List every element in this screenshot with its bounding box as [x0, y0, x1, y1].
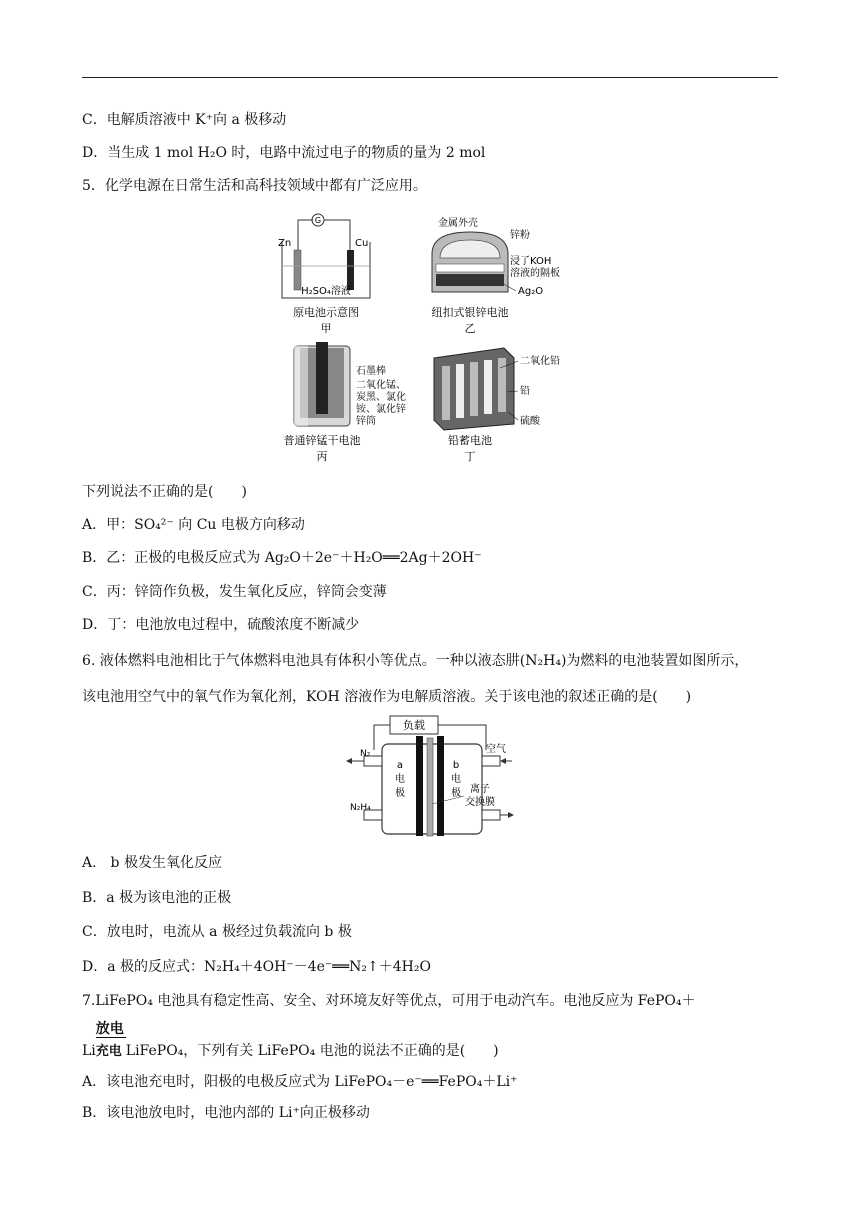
q5-figure	[270, 208, 590, 468]
mix-label-3: 铵、氯化锌	[356, 404, 406, 415]
dry-cell-diagram	[284, 342, 407, 463]
q6-option-c: C．放电时，电流从 a 极经过负载流向 b 极	[82, 924, 352, 940]
q5-option-d: D．丁：电池放电过程中，硫酸浓度不断减少	[82, 617, 360, 633]
membrane-label-1: 离子	[470, 784, 490, 795]
cu-label: Cu	[355, 238, 369, 249]
q7-stem-1: 7.LiFePO₄ 电池具有稳定性高、安全、对环境友好等优点，可用于电动汽车。电池反应为 FePO₄＋	[82, 993, 696, 1009]
tag-jia: 甲	[320, 322, 332, 335]
acid-label: 硫酸	[520, 416, 540, 427]
n2h4-label: N₂H₄	[350, 803, 371, 813]
header-rule	[82, 77, 778, 78]
reversible-arrow	[95, 1021, 126, 1062]
lead-acid-diagram	[434, 348, 560, 463]
zn-label: Zn	[278, 238, 292, 249]
tag-ding: 丁	[464, 450, 476, 463]
electrode-b-3: 极	[451, 788, 461, 799]
q5-question: 下列说法不正确的是( )	[82, 484, 247, 500]
charge-label: 充电	[95, 1044, 122, 1059]
electrode-b-2: 电	[451, 774, 461, 785]
q5-option-c: C．丙：锌筒作负极，发生氧化反应，锌筒会变薄	[82, 584, 387, 600]
caption-bing: 普通锌锰干电池	[283, 434, 361, 447]
q6-option-d: D．a 极的反应式：N₂H₄＋4OH⁻－4e⁻══N₂↑＋4H₂O	[82, 959, 431, 975]
electrode-b-1: b	[452, 760, 460, 771]
q6-option-a: A. b 极发生氧化反应	[82, 855, 222, 871]
q7-option-a: A．该电池充电时，阳极的电极反应式为 LiFePO₄－e⁻══FePO₄＋Li⁺	[82, 1074, 518, 1090]
button-cell-diagram	[432, 216, 561, 335]
q6-figure	[344, 712, 514, 842]
separator-label-1: 浸了KOH	[510, 256, 552, 267]
electrode-a-3: 极	[395, 788, 405, 799]
rod-label: 石墨棒	[356, 366, 386, 377]
q5-stem: 5．化学电源在日常生活和高科技领域中都有广泛应用。	[82, 178, 427, 194]
mix-label-1: 二氧化锰、	[356, 380, 406, 391]
zinc-label: 锌粉	[510, 230, 530, 241]
solution-label: H₂SO₄溶液	[301, 286, 351, 297]
q7-li: Li	[82, 1043, 96, 1059]
pbo2-label: 二氧化铅	[520, 356, 560, 367]
caption-yi: 纽扣式银锌电池	[431, 306, 509, 319]
q6-option-b: B．a 极为该电池的正极	[82, 890, 232, 906]
q6-stem-2: 该电池用空气中的氧气作为氧化剂，KOH 溶液作为电解质溶液。关于该电池的叙述正确的是( )	[82, 689, 692, 705]
n2-label: N₂	[360, 749, 371, 759]
q4-option-d: D．当生成 1 mol H₂O 时，电路中流过电子的物质的量为 2 mol	[82, 145, 486, 161]
discharge-label: 放电	[95, 1021, 124, 1037]
q7-option-b: B．该电池放电时，电池内部的 Li⁺向正极移动	[82, 1105, 370, 1121]
q5-option-a: A．甲：SO₄²⁻ 向 Cu 电极方向移动	[82, 517, 305, 533]
tag-yi: 乙	[464, 322, 476, 335]
caption-ding: 铅蓄电池	[448, 434, 492, 447]
electrode-a-2: 电	[395, 774, 405, 785]
can-label: 锌筒	[356, 416, 376, 427]
tag-bing: 丙	[316, 450, 328, 463]
q7-stem-2	[82, 1021, 499, 1062]
caption-jia: 原电池示意图	[293, 306, 359, 319]
q5-option-b: B．乙：正极的电极反应式为 Ag₂O＋2e⁻＋H₂O══2Ag＋2OH⁻	[82, 550, 482, 566]
air-label: 空气	[486, 744, 506, 755]
separator-label-2: 溶液的隔板	[510, 268, 560, 279]
electrode-a-1: a	[396, 760, 404, 771]
membrane-label-2: 交换膜	[465, 797, 495, 808]
shell-label: 金属外壳	[438, 218, 478, 229]
galvanometer-label: G	[314, 216, 322, 225]
mix-label-2: 炭黑、氯化	[356, 392, 406, 403]
ag2o-label: Ag₂O	[518, 286, 544, 297]
load-label: 负载	[403, 719, 425, 732]
arrow-line	[96, 1037, 126, 1038]
q6-stem-1: 6. 液体燃料电池相比于气体燃料电池具有体积小等优点。一种以液态肼(N₂H₄)为燃料的电池装置如图所示，	[82, 653, 749, 669]
pb-label: 铅	[520, 386, 530, 397]
q4-option-c: C．电解质溶液中 K⁺向 a 极移动	[82, 112, 287, 128]
galvanic-cell-diagram	[278, 214, 370, 335]
q7-stem-2-rest: LiFePO₄，下列有关 LiFePO₄ 电池的说法不正确的是( )	[125, 1043, 499, 1059]
